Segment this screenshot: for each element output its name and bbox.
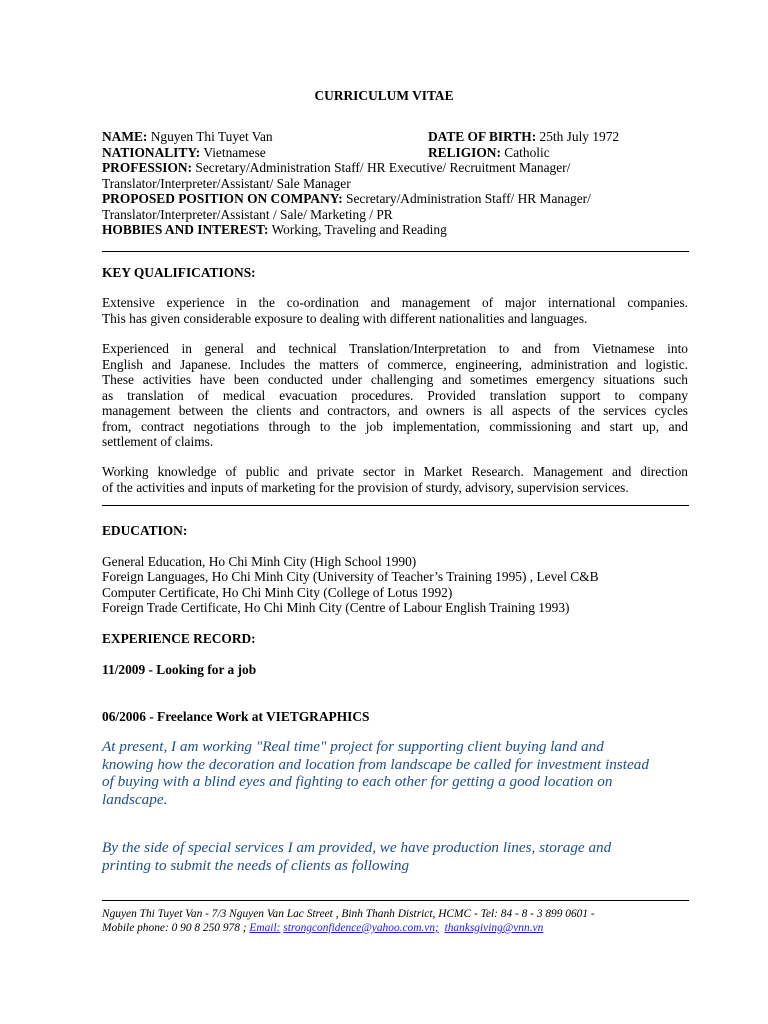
profession-row xyxy=(102,160,570,175)
religion-label: RELIGION: xyxy=(428,145,501,160)
footer-contact xyxy=(102,922,543,935)
qualification-paragraph-line: This has given considerable exposure to dealing with different nationalities and languages. xyxy=(102,311,588,326)
services-description-line: printing to submit the needs of clients as following xyxy=(102,857,410,874)
document-title: CURRICULUM VITAE xyxy=(314,88,454,103)
proposed-row xyxy=(102,191,591,206)
qualification-paragraph-line: management between the clients and contractors, and owners is all aspects of the services cycles xyxy=(102,403,688,418)
proposed-value: Secretary/Administration Staff/ HR Manager/ xyxy=(346,191,591,206)
qualification-paragraph-line: Working knowledge of public and private sector in Market Research. Management and direction xyxy=(102,464,688,479)
name-value: Nguyen Thi Tuyet Van xyxy=(150,129,273,144)
profession-value: Secretary/Administration Staff/ HR Executive/ Recruitment Manager/ xyxy=(195,160,571,175)
footer-address: Nguyen Thi Tuyet Van - 7/3 Nguyen Van Lac Street , Binh Thanh District, HCMC - Tel: 84 - 8 - 3 899 0601 - xyxy=(102,908,595,920)
proposed-label: PROPOSED POSITION ON COMPANY: xyxy=(102,191,343,206)
qualification-paragraph-line: English and Japanese. Includes the matters of commerce, engineering, administration and logistic. xyxy=(102,357,688,372)
religion-row xyxy=(428,145,550,160)
project-description-line: landscape. xyxy=(102,791,168,808)
education-heading: EDUCATION: xyxy=(102,523,188,538)
experience-heading: EXPERIENCE RECORD: xyxy=(102,631,256,646)
qualification-paragraph-line: Experienced in general and technical Translation/Interpretation to and from Vietnamese into xyxy=(102,341,688,356)
education-item: Computer Certificate, Ho Chi Minh City (College of Lotus 1992) xyxy=(102,585,453,600)
key-qualifications-heading: KEY QUALIFICATIONS: xyxy=(102,265,256,280)
qualification-paragraph-line: as translation of medical evacuation procedures. Provided translation support to company xyxy=(102,388,688,403)
qualification-paragraph-line: from, contract negotiations through to the job implementation, commissioning and start up, and xyxy=(102,419,688,434)
email-link[interactable]: thanksgiving@vnn.vn xyxy=(444,922,544,934)
profession-value-cont: Translator/Interpreter/Assistant/ Sale Manager xyxy=(102,176,351,191)
name-row xyxy=(102,129,273,144)
qualification-paragraph-line: These activities have been conducted under challenging and sometimes emergency situations such xyxy=(102,372,688,387)
hobbies-label: HOBBIES AND INTEREST: xyxy=(102,222,269,237)
education-item: Foreign Trade Certificate, Ho Chi Minh City (Centre of Labour English Training 1993) xyxy=(102,600,570,615)
qualification-paragraph-line: of the activities and inputs of marketing for the provision of sturdy, advisory, supervision services. xyxy=(102,480,629,495)
hobbies-value: Working, Traveling and Reading xyxy=(271,222,447,237)
dob-row xyxy=(428,129,619,144)
hobbies-row xyxy=(102,222,447,237)
project-description-line: knowing how the decoration and location from landscape be called for investment instead xyxy=(102,756,649,773)
divider xyxy=(102,505,689,506)
nationality-row xyxy=(102,145,266,160)
services-description-line: By the side of special services I am provided, we have production lines, storage and xyxy=(102,839,612,856)
project-description-line: At present, I am working "Real time" project for supporting client buying land and xyxy=(102,738,604,755)
project-description-line: of buying with a blind eyes and fighting to each other for getting a good location on xyxy=(102,773,613,790)
experience-entry: 11/2009 - Looking for a job xyxy=(102,662,257,677)
email-link[interactable]: strongconfidence@yahoo.com.vn; xyxy=(283,922,439,934)
qualification-paragraph-line: Extensive experience in the co-ordination and management of major international companies. xyxy=(102,295,688,310)
footer-mobile: Mobile phone: 0 90 8 250 978 ; xyxy=(102,922,250,934)
nationality-value: Vietnamese xyxy=(203,145,266,160)
proposed-value-cont: Translator/Interpreter/Assistant / Sale/ Marketing / PR xyxy=(102,207,393,222)
email-label: Email: xyxy=(249,922,281,934)
profession-label: PROFESSION: xyxy=(102,160,193,175)
footer-divider xyxy=(102,900,689,901)
education-item: General Education, Ho Chi Minh City (High School 1990) xyxy=(102,554,417,569)
qualification-paragraph-line: settlement of claims. xyxy=(102,434,214,449)
dob-label: DATE OF BIRTH: xyxy=(428,129,537,144)
nationality-label: NATIONALITY: xyxy=(102,145,201,160)
name-label: NAME: xyxy=(102,129,148,144)
education-item: Foreign Languages, Ho Chi Minh City (University of Teacher’s Training 1995) , Level C&B xyxy=(102,569,599,584)
religion-value: Catholic xyxy=(504,145,550,160)
experience-entry: 06/2006 - Freelance Work at VIETGRAPHICS xyxy=(102,709,370,724)
divider xyxy=(102,251,689,252)
dob-value: 25th July 1972 xyxy=(539,129,620,144)
